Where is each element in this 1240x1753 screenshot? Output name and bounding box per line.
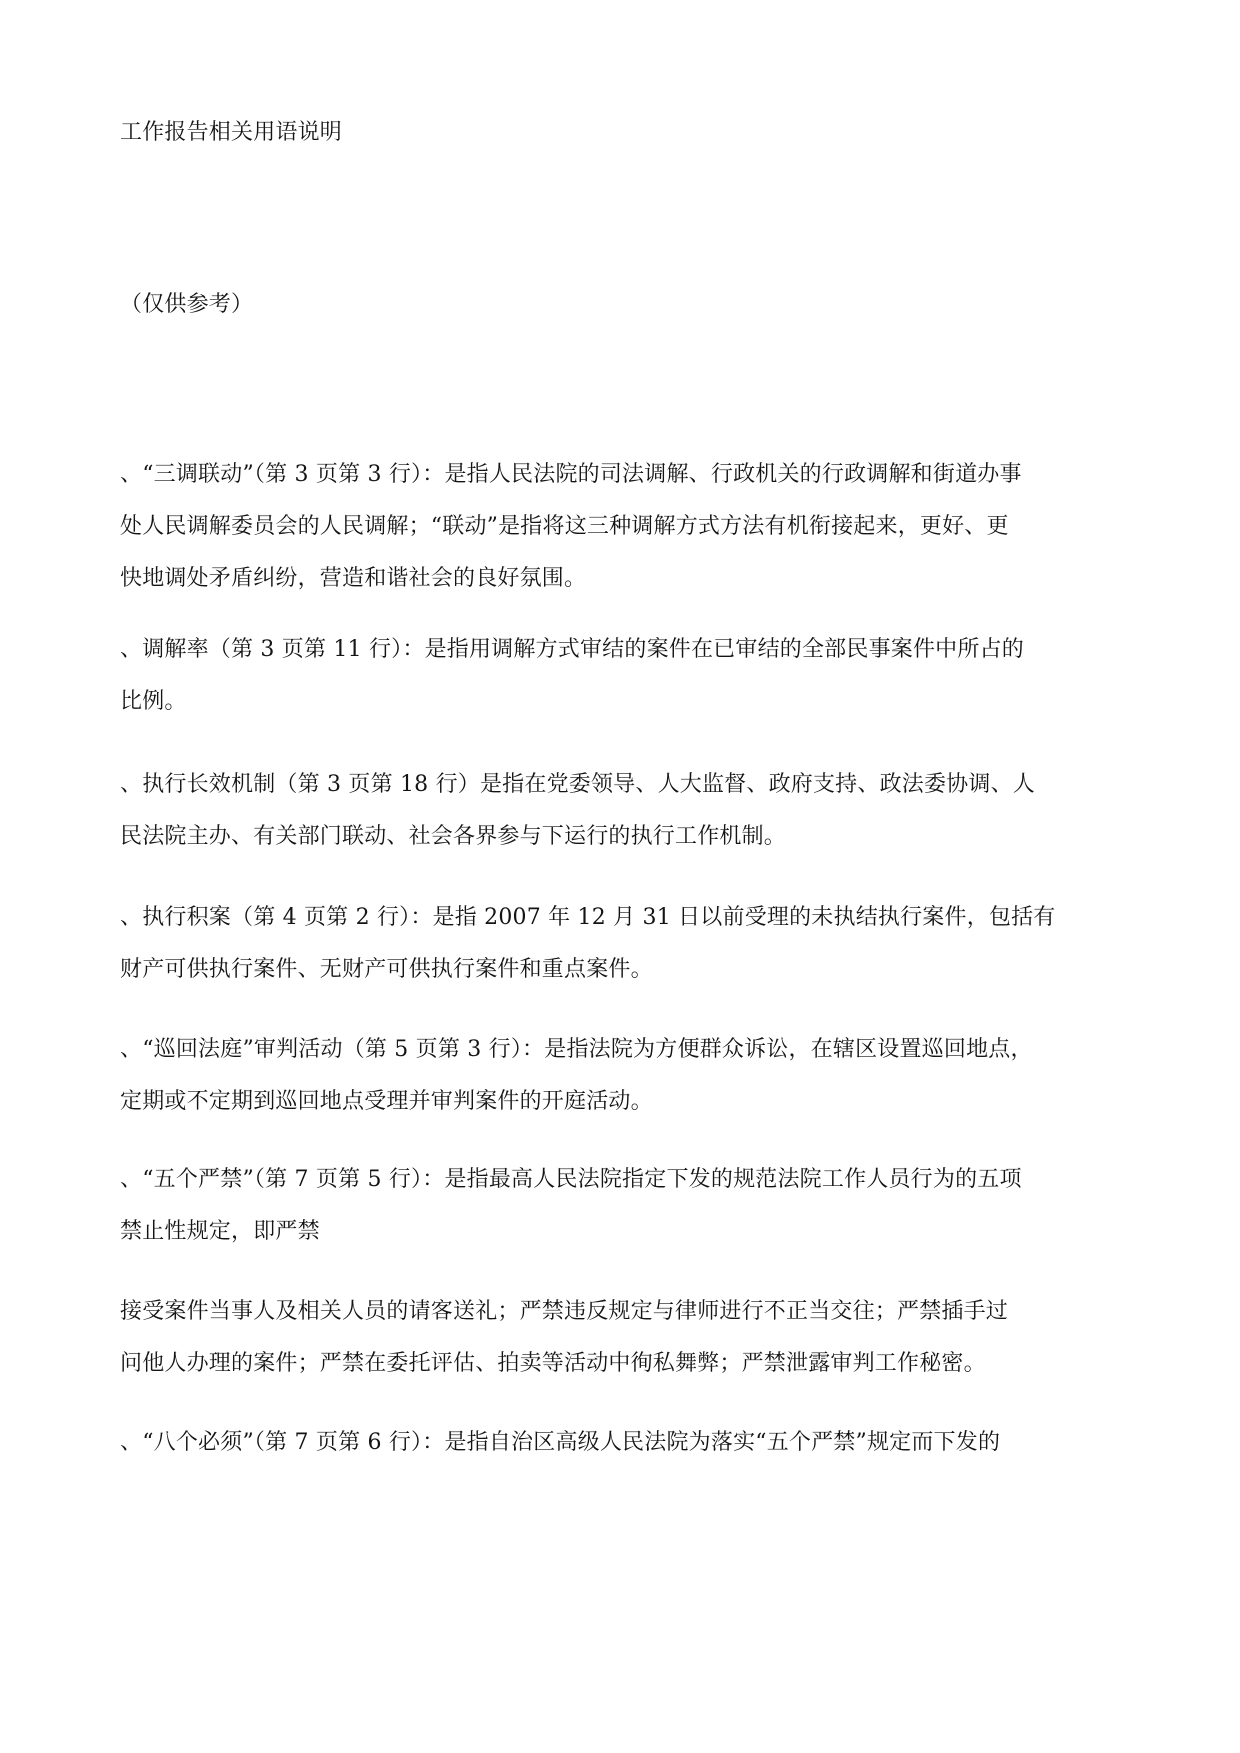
paragraph-eight-musts — [120, 1428, 1130, 1480]
paragraph-prohibitions-detail — [120, 1297, 1130, 1401]
paragraph-line: 处人民调解委员会的人民调解；“联动”是指将这三种调解方式方法有机衔接起来，更好、更 — [120, 514, 1009, 539]
paragraph-five-prohibitions — [120, 1165, 1130, 1269]
paragraph-line: 、“五个严禁”（第 7 页第 5 行）：是指最高人民法院指定下发的规范法院工作人员行为的五项 — [120, 1167, 1022, 1192]
paragraph-line: 、“巡回法庭”审判活动（第 5 页第 3 行）：是指法院为方便群众诉讼，在辖区设置巡回地点， — [120, 1037, 1033, 1062]
document-title: 工作报告相关用语说明 — [120, 120, 343, 145]
paragraph-line: 比例。 — [120, 689, 187, 714]
paragraph-line: 快地调处矛盾纠纷，营造和谐社会的良好氛围。 — [120, 566, 587, 591]
paragraph-line: 、执行积案（第 4 页第 2 行）：是指 2007 年 12 月 31 日以前受理的未执结执行案件，包括有 — [120, 905, 1056, 930]
paragraph-line: 定期或不定期到巡回地点受理并审判案件的开庭活动。 — [120, 1089, 653, 1114]
paragraph-enforcement-mechanism — [120, 770, 1130, 874]
reference-note: （仅供参考） — [120, 292, 254, 317]
paragraph-three-mediation — [120, 460, 1130, 616]
paragraph-line: 民法院主办、有关部门联动、社会各界参与下运行的执行工作机制。 — [120, 824, 787, 849]
paragraph-line: 、“三调联动”（第 3 页第 3 行）：是指人民法院的司法调解、行政机关的行政调解和街道办事 — [120, 462, 1022, 487]
paragraph-line: 问他人办理的案件；严禁在委托评估、拍卖等活动中徇私舞弊；严禁泄露审判工作秘密。 — [120, 1351, 986, 1376]
paragraph-line: 、“八个必须”（第 7 页第 6 行）：是指自治区高级人民法院为落实“五个严禁”规定而下发的 — [120, 1430, 1001, 1455]
paragraph-line: 、调解率（第 3 页第 11 行）：是指用调解方式审结的案件在已审结的全部民事案件中所占的 — [120, 637, 1024, 662]
paragraph-mediation-rate — [120, 635, 1130, 739]
paragraph-enforcement-backlog — [120, 903, 1130, 1007]
paragraph-circuit-court — [120, 1035, 1130, 1139]
paragraph-line: 禁止性规定，即严禁 — [120, 1219, 320, 1244]
paragraph-line: 、执行长效机制（第 3 页第 18 行）是指在党委领导、人大监督、政府支持、政法委协调、人 — [120, 772, 1035, 797]
paragraph-line: 财产可供执行案件、无财产可供执行案件和重点案件。 — [120, 957, 653, 982]
paragraph-line: 接受案件当事人及相关人员的请客送礼；严禁违反规定与律师进行不正当交往；严禁插手过 — [120, 1299, 1009, 1324]
